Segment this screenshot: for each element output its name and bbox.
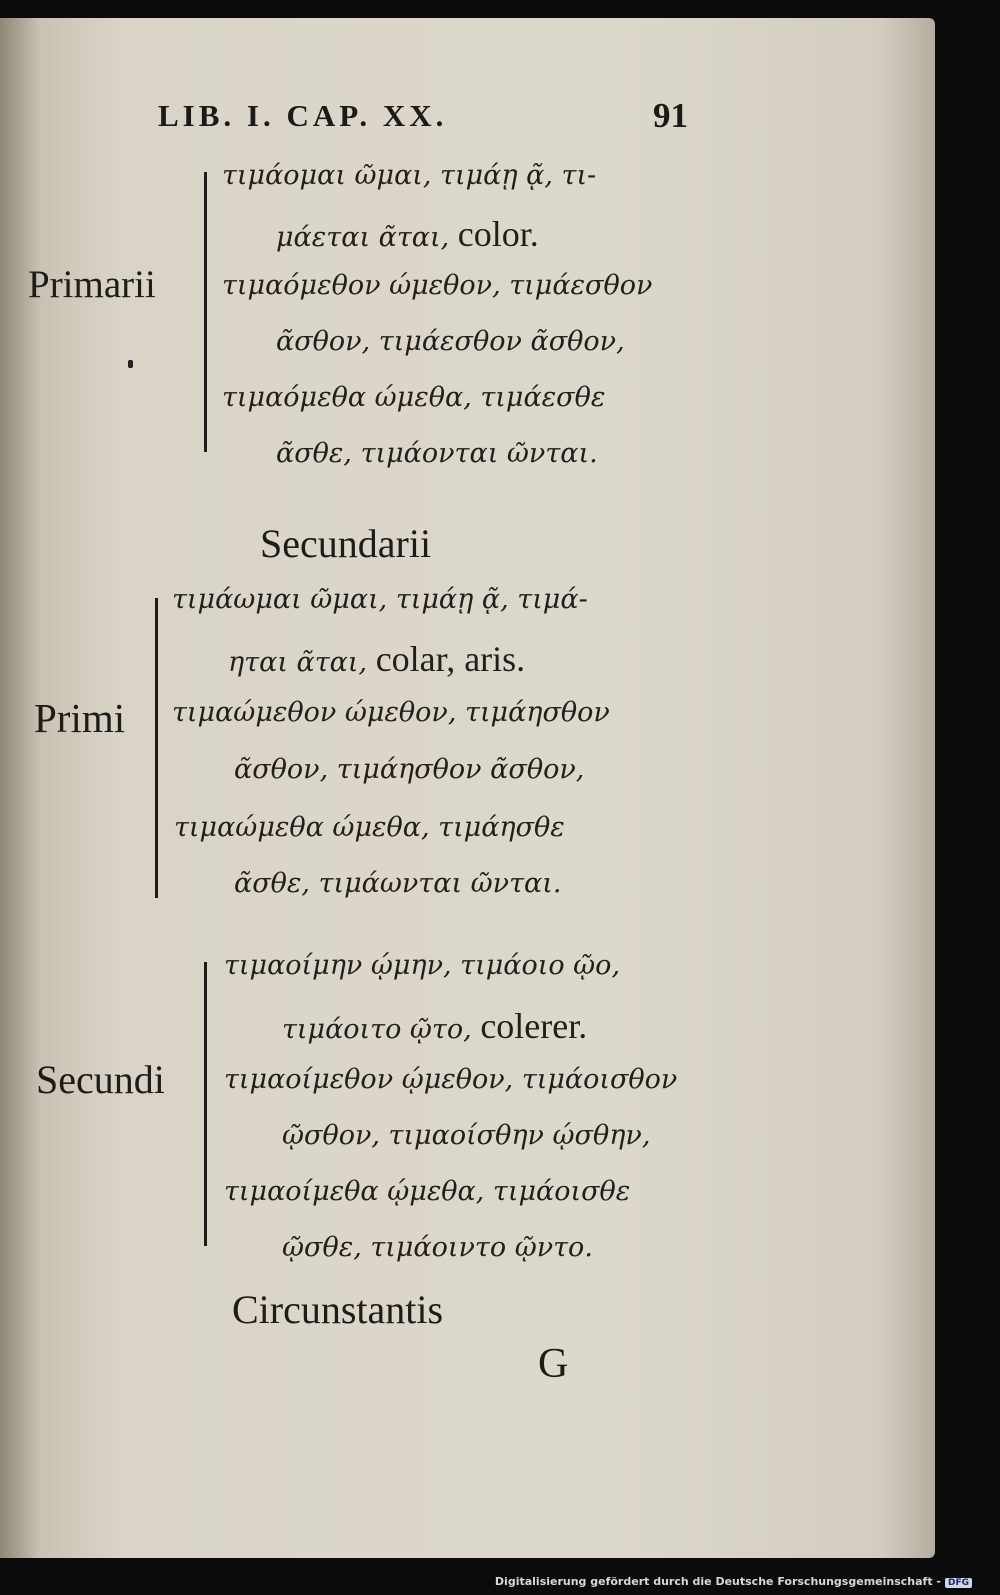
brace-primarii <box>204 172 207 452</box>
paradigm-line: ῷσθον, τιμαοίσθην ῴσθην, <box>282 1120 651 1151</box>
page-number: 91 <box>653 96 688 135</box>
catchword: Circunstantis <box>232 1287 444 1332</box>
dfg-badge: DFG <box>945 1578 972 1588</box>
paradigm-line: τιμαοίμεθα ῴμεθα, τιμάοισθε <box>224 1176 631 1207</box>
paradigm-line: ᾶσθον, τιμάησθον ᾶσθον, <box>234 754 585 785</box>
label-primi: Primi <box>34 695 126 741</box>
paradigm-line: τιμάοιτο ῷτο, colerer. <box>282 1006 588 1046</box>
running-title: LIB. I. CAP. XX. <box>158 98 448 133</box>
footer-credit: Digitalisierung gefördert durch die Deutsche Forschungsgemeinschaft - DFG <box>495 1575 972 1588</box>
label-primarii: Primarii <box>28 263 156 306</box>
signature-mark: G <box>538 1341 569 1387</box>
paradigm-line: τιμαώμεθον ώμεθον, τιμάησθον <box>172 697 610 728</box>
paradigm-line: τιμαοίμην ῴμην, τιμάοιο ῷο, <box>224 950 621 981</box>
paradigm-line: τιμάομαι ῶμαι, τιμάῃ ᾷ, τι- <box>222 160 597 191</box>
paradigm-line: τιμαώμεθα ώμεθα, τιμάησθε <box>174 812 565 843</box>
paradigm-line: τιμαοίμεθον ῴμεθον, τιμάοισθον <box>224 1064 678 1095</box>
label-secundi: Secundi <box>36 1057 165 1102</box>
paradigm-line: ῷσθε, τιμάοιντο ῷντο. <box>282 1232 593 1263</box>
paradigm-line: ᾶσθε, τιμάωνται ῶνται. <box>234 868 562 899</box>
paradigm-line: τιμαόμεθα ώμεθα, τιμάεσθε <box>222 382 606 413</box>
page-header <box>158 98 688 140</box>
paradigm-line: τιμαόμεθον ώμεθον, τιμάεσθον <box>222 270 653 301</box>
paradigm-line: μάεται ᾶται, color. <box>276 214 539 254</box>
paradigm-line: τιμάωμαι ῶμαι, τιμάῃ ᾷ, τιμά- <box>172 584 588 615</box>
paradigm-line: ηται ᾶται, colar, aris. <box>228 639 526 679</box>
paradigm-line: ᾶσθε, τιμάονται ῶνται. <box>276 438 598 469</box>
ink-mark <box>128 360 133 368</box>
brace-primi <box>155 598 158 898</box>
brace-secundi <box>204 962 207 1246</box>
latin-gloss: colerer. <box>480 1006 588 1046</box>
latin-gloss: color. <box>457 214 539 254</box>
section-heading: Secundarii <box>260 521 432 566</box>
latin-gloss: colar, aris. <box>375 639 526 679</box>
paradigm-line: ᾶσθον, τιμάεσθον ᾶσθον, <box>276 326 625 357</box>
